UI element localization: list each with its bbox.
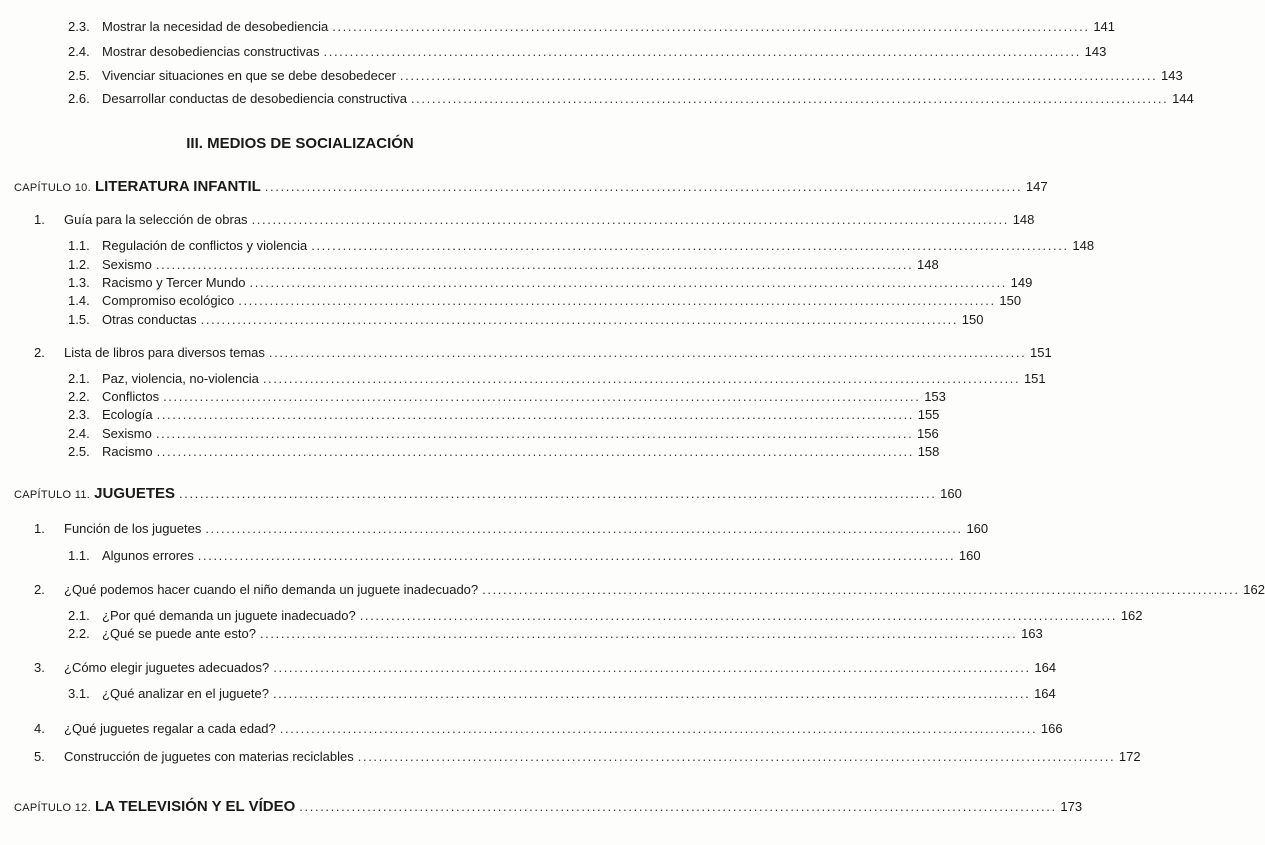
dot-leader (332, 19, 1087, 35)
toc-entry: 1.3. Racismo y Tercer Mundo . . . 149 (68, 275, 568, 291)
chapter-number: CAPÍTULO 11. (14, 489, 91, 501)
dot-leader (411, 91, 1166, 107)
toc-entry: 2.4. Mostrar desobediencias constructivas . . . 143 (68, 44, 568, 60)
toc-section: 3. ¿Cómo elegir juguetes adecuados? . . . 164 (34, 660, 568, 676)
toc-entry: 2.4. Sexismo . . . 156 (68, 426, 568, 442)
dot-leader (280, 721, 1035, 737)
dot-leader (252, 212, 1007, 228)
dot-leader (179, 486, 934, 502)
chapter-entry: CAPÍTULO 11. JUGUETES . . . 160 (14, 486, 568, 503)
dot-leader (201, 312, 956, 328)
chapter-entry: CAPÍTULO 12. LA TELEVISIÓN Y EL VÍDEO . . . 173 (14, 799, 568, 816)
toc-entry: 1.2. Sexismo . . . 148 (68, 257, 568, 273)
toc-section: 2. Lista de libros para diversos temas . . . 151 (34, 345, 568, 361)
dot-leader (360, 608, 1115, 624)
chapter-entry: CAPÍTULO 10. LITERATURA INFANTIL . . . 147 (14, 179, 568, 196)
dot-leader (311, 238, 1066, 254)
dot-leader (250, 275, 1005, 291)
toc-entry: 2.3. Ecología . . . 155 (68, 407, 568, 423)
dot-leader (156, 257, 911, 273)
toc-entry: 2.1. ¿Por qué demanda un juguete inadecuado? . . . 162 (68, 608, 568, 624)
dot-leader (198, 548, 953, 564)
toc-section: 5. Construcción de juguetes con materias reciclables . . . 172 (34, 749, 568, 765)
toc-section: 2. ¿Qué podemos hacer cuando el niño demanda un juguete inadecuado? . . . 162 (34, 582, 568, 598)
part-heading: III. MEDIOS DE SOCIALIZACIÓN (186, 135, 414, 152)
toc-entry: 1.1. Regulación de conflictos y violencia . . . 148 (68, 238, 568, 254)
dot-leader (358, 749, 1113, 765)
chapter-number: CAPÍTULO 12. (14, 802, 91, 814)
dot-leader (400, 68, 1155, 84)
dot-leader (205, 521, 960, 537)
toc-entry: 2.3. Mostrar la necesidad de desobediencia . . . 141 (68, 19, 568, 35)
chapter-title: LA TELEVISIÓN Y EL VÍDEO (94, 798, 296, 815)
dot-leader (299, 799, 1054, 815)
toc-entry: 2.5. Racismo . . . 158 (68, 444, 568, 460)
dot-leader (265, 179, 1020, 195)
dot-leader (273, 660, 1028, 676)
toc-entry: 2.5. Vivenciar situaciones en que se debe desobedecer . . . 143 (68, 68, 568, 84)
dot-leader (482, 582, 1237, 598)
dot-leader (163, 389, 918, 405)
toc-entry: 2.6. Desarrollar conductas de desobediencia constructiva . . . 144 (68, 91, 568, 107)
toc-section: 1. Función de los juguetes . . . 160 (34, 521, 568, 537)
toc-entry: 2.1. Paz, violencia, no-violencia . . . 151 (68, 371, 568, 387)
dot-leader (156, 426, 911, 442)
chapter-title: LITERATURA INFANTIL (94, 178, 261, 195)
dot-leader (157, 407, 912, 423)
dot-leader (263, 371, 1018, 387)
toc-entry: 3.1. ¿Qué analizar en el juguete? . . . 164 (68, 686, 568, 702)
toc-entry: 1.5. Otras conductas . . . 150 (68, 312, 568, 328)
toc-entry: 1.1. Algunos errores . . . 160 (68, 548, 568, 564)
chapter-number: CAPÍTULO 10. (14, 182, 91, 194)
dot-leader (273, 686, 1028, 702)
chapter-title: JUGUETES (94, 485, 176, 502)
dot-leader (269, 345, 1024, 361)
dot-leader (157, 444, 912, 460)
dot-leader (324, 44, 1079, 60)
toc-entry: 2.2. ¿Qué se puede ante esto? . . . 163 (68, 626, 568, 642)
toc-entry: 1.4. Compromiso ecológico . . . 150 (68, 293, 568, 309)
toc-section: 1. Guía para la selección de obras . . . 148 (34, 212, 568, 228)
dot-leader (238, 293, 993, 309)
dot-leader (260, 626, 1015, 642)
toc-section: 4. ¿Qué juguetes regalar a cada edad? . . . 166 (34, 721, 568, 737)
toc-entry: 2.2. Conflictos . . . 153 (68, 389, 568, 405)
